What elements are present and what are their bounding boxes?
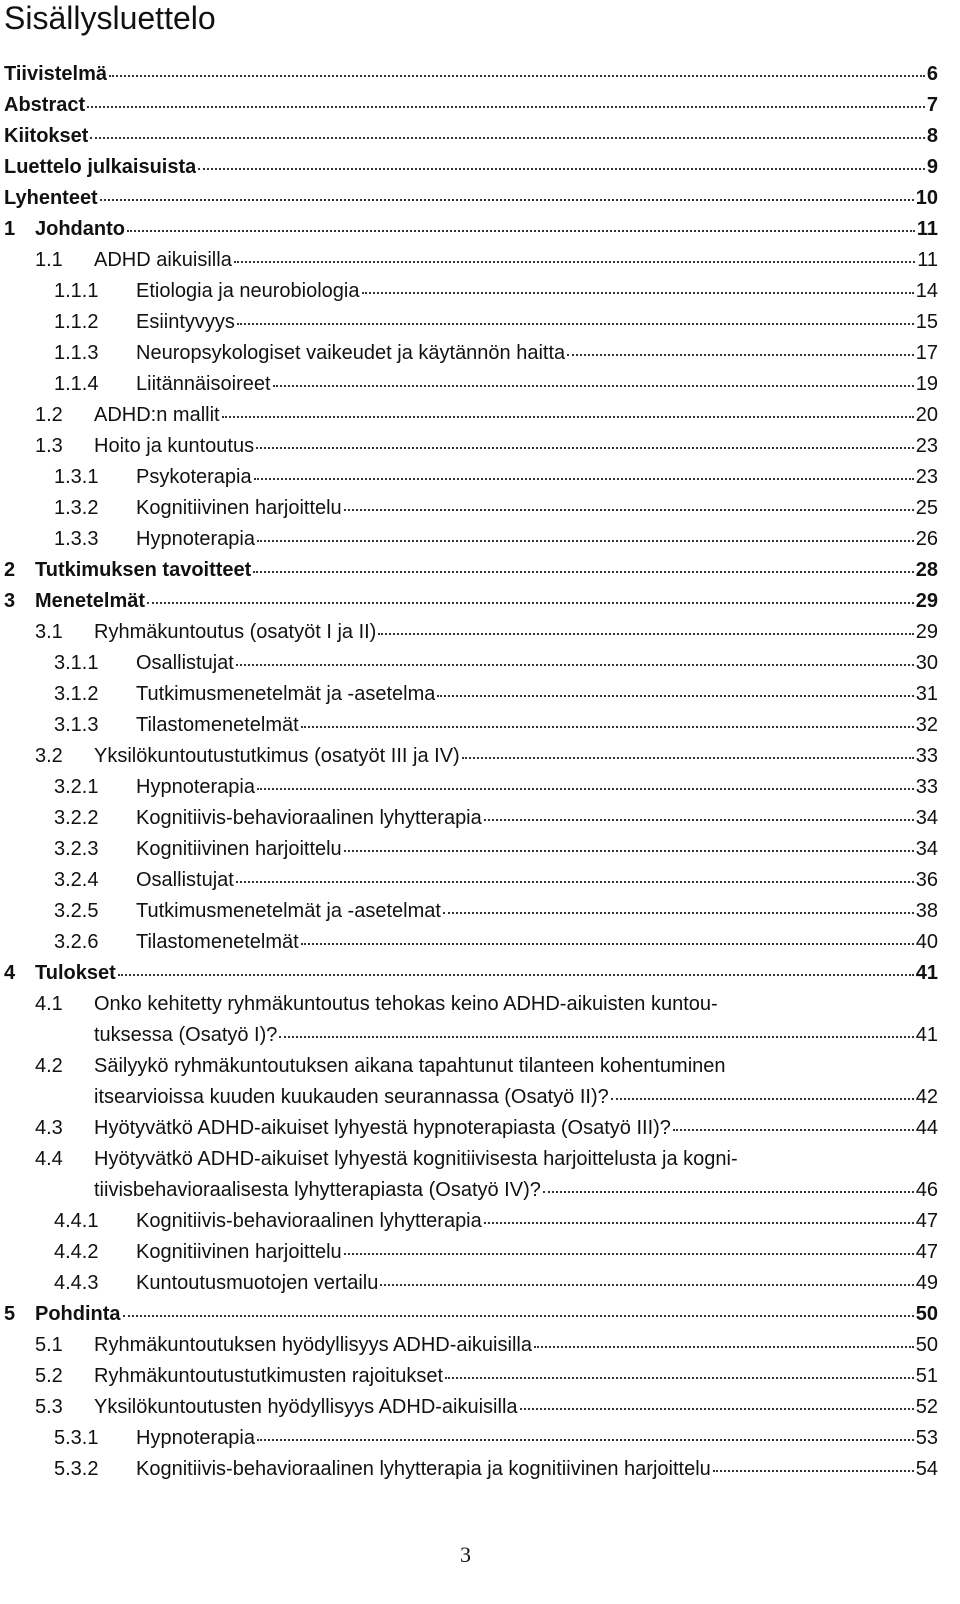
toc-entry-title: Kognitiivinen harjoittelu	[136, 497, 342, 519]
toc-entry[interactable]	[4, 617, 938, 648]
toc-entry-title: Luettelo julkaisuista	[4, 156, 197, 178]
toc-entry-page: 33	[915, 776, 938, 798]
dot-leader	[279, 1021, 913, 1041]
toc-entry-page: 41	[915, 1024, 938, 1046]
toc-entry-page: 23	[915, 435, 938, 457]
toc-entry-number: 1.3.3	[54, 528, 99, 550]
toc-entry-page: 34	[915, 807, 938, 829]
toc-entry-page: 11	[917, 249, 938, 271]
toc-entry-title: Tutkimusmenetelmät ja -asetelmat	[136, 900, 441, 922]
toc-entry-number: 3.2.3	[54, 838, 99, 860]
toc-entry-number: 3.2	[35, 745, 63, 767]
toc-entry-title: Etiologia ja neurobiologia	[136, 280, 360, 302]
toc-entry-number: 5.3.1	[54, 1427, 99, 1449]
toc-entry-page: 10	[915, 187, 938, 209]
toc-entry-page: 30	[915, 652, 938, 674]
dot-leader	[380, 1269, 913, 1289]
toc-entry-number: 1.3.2	[54, 497, 99, 519]
toc-entry[interactable]	[4, 1206, 938, 1237]
toc-entry-page: 23	[915, 466, 938, 488]
toc-entry-number: 1.2	[35, 404, 63, 426]
toc-entry-page: 34	[915, 838, 938, 860]
toc-entry-title: Psykoterapia	[136, 466, 252, 488]
toc-entry-title: Säilyykö ryhmäkuntoutuksen aikana tapahtunut tilanteen kohentuminen	[94, 1055, 726, 1077]
toc-entry[interactable]	[4, 214, 938, 245]
toc-entry-page: 42	[915, 1086, 938, 1108]
dot-leader	[147, 587, 914, 607]
dot-leader	[301, 711, 914, 731]
toc-entry-page: 8	[926, 125, 938, 147]
toc-entry[interactable]	[4, 772, 938, 803]
toc-entry-page: 33	[915, 745, 938, 767]
dot-leader	[443, 897, 914, 917]
toc-entry-page: 11	[916, 218, 938, 240]
toc-entry-page: 9	[926, 156, 938, 178]
toc-entry-number: 5.3.2	[54, 1458, 99, 1480]
toc-entry-number: 1	[4, 218, 16, 240]
toc-entry[interactable]	[4, 896, 938, 927]
toc-entry-page: 20	[915, 404, 938, 426]
toc-entry-number: 3.1.2	[54, 683, 99, 705]
toc-entry[interactable]	[4, 1330, 938, 1361]
toc-entry-page: 6	[926, 63, 938, 85]
toc-entry-number: 4.4.3	[54, 1272, 99, 1294]
toc-entry-title-continuation: tiivisbehavioraalisesta lyhytterapiasta (Osatyö IV)?	[94, 1179, 541, 1201]
toc-entry-page: 50	[915, 1303, 938, 1325]
toc-entry-title: Yksilökuntoutusten hyödyllisyys ADHD-aikuisilla	[94, 1396, 518, 1418]
toc-entry-page: 26	[915, 528, 938, 550]
dot-leader	[713, 1455, 914, 1475]
toc-entry-title: Tiivistelmä	[4, 63, 108, 85]
toc-entry-title: Hyötyvätkö ADHD-aikuiset lyhyestä hypnoterapiasta (Osatyö III)?	[94, 1117, 671, 1139]
dot-leader	[222, 401, 914, 421]
toc-entry-title: Lyhenteet	[4, 187, 98, 209]
toc-entry[interactable]	[4, 90, 938, 121]
dot-leader	[100, 184, 914, 204]
dot-leader	[673, 1114, 914, 1134]
toc-entry[interactable]	[4, 59, 938, 90]
toc-entry[interactable]	[4, 679, 938, 710]
dot-leader	[344, 835, 914, 855]
toc-entry[interactable]	[4, 1237, 938, 1268]
toc-entry-title: Tilastomenetelmät	[136, 714, 299, 736]
toc-entry-number: 3.1.1	[54, 652, 99, 674]
toc-entry-number: 3.2.1	[54, 776, 99, 798]
toc-entry[interactable]	[4, 648, 938, 679]
toc-entry-page: 49	[915, 1272, 938, 1294]
toc-entry-number: 1.3.1	[54, 466, 99, 488]
toc-entry-page: 17	[915, 342, 938, 364]
toc-entry-title: Kognitiivis-behavioraalinen lyhytterapia	[136, 807, 482, 829]
toc-entry[interactable]	[4, 1268, 938, 1299]
toc-entry-number: 5.2	[35, 1365, 63, 1387]
dot-leader	[234, 246, 915, 266]
dot-leader	[127, 215, 915, 235]
toc-entry-page: 29	[915, 621, 938, 643]
toc-entry-title-continuation: itsearvioissa kuuden kuukauden seurannassa (Osatyö II)?	[94, 1086, 609, 1108]
toc-entry-title: Yksilökuntoutustutkimus (osatyöt III ja IV)	[94, 745, 460, 767]
toc-entry-title: Ryhmäkuntoutus (osatyöt I ja II)	[94, 621, 377, 643]
toc-entry-number: 1.3	[35, 435, 63, 457]
toc-entry[interactable]	[4, 276, 938, 307]
toc-entry[interactable]	[4, 586, 938, 617]
toc-entry[interactable]	[4, 1051, 938, 1113]
dot-leader	[254, 463, 914, 483]
dot-leader	[362, 277, 914, 297]
dot-leader	[611, 1083, 914, 1103]
toc-entry-page: 36	[915, 869, 938, 891]
toc-entry[interactable]	[4, 710, 938, 741]
dot-leader	[520, 1393, 914, 1413]
toc-entry-title: Osallistujat	[136, 652, 234, 674]
toc-entry-title: Osallistujat	[136, 869, 234, 891]
toc-entry[interactable]	[4, 462, 938, 493]
toc-entry[interactable]	[4, 369, 938, 400]
dot-leader	[253, 556, 913, 576]
dot-leader	[445, 1362, 914, 1382]
toc-entry[interactable]	[4, 865, 938, 896]
toc-entry[interactable]	[4, 493, 938, 524]
toc-entry-title: Hypnoterapia	[136, 776, 255, 798]
toc-entry-title: Ryhmäkuntoutuksen hyödyllisyys ADHD-aikuisilla	[94, 1334, 532, 1356]
toc-entry[interactable]	[4, 1144, 938, 1206]
toc-entry-page: 25	[915, 497, 938, 519]
toc-entry-number: 4.2	[35, 1055, 63, 1077]
toc-entry-page: 44	[915, 1117, 938, 1139]
toc-entry-number: 3	[4, 590, 16, 612]
toc-entry-title: Neuropsykologiset vaikeudet ja käytännön haitta	[136, 342, 566, 364]
toc-entry-title: Kiitokset	[4, 125, 89, 147]
dot-leader	[236, 649, 914, 669]
toc-entry-number: 4.1	[35, 993, 63, 1015]
toc-entry-number: 2	[4, 559, 16, 581]
toc-entry-page: 54	[915, 1458, 938, 1480]
toc-entry[interactable]	[4, 1392, 938, 1423]
toc-entry[interactable]	[4, 307, 938, 338]
toc-entry[interactable]	[4, 1361, 938, 1392]
dot-leader	[344, 494, 914, 514]
toc-entry[interactable]	[4, 524, 938, 555]
dot-leader	[534, 1331, 914, 1351]
toc-entry-title: Hypnoterapia	[136, 528, 255, 550]
toc-entry-page: 15	[915, 311, 938, 333]
toc-entry-title: Hyötyvätkö ADHD-aikuiset lyhyestä kognitiivisesta harjoittelusta ja kogni-	[94, 1148, 738, 1170]
toc-entry-number: 3.1	[35, 621, 63, 643]
toc-entry-page: 38	[915, 900, 938, 922]
dot-leader	[378, 618, 913, 638]
toc-entry-number: 4.4.1	[54, 1210, 99, 1232]
toc-entry-title: ADHD:n mallit	[94, 404, 220, 426]
table-of-contents	[4, 59, 938, 1485]
dot-leader	[257, 525, 914, 545]
toc-entry[interactable]	[4, 834, 938, 865]
toc-entry[interactable]	[4, 555, 938, 586]
toc-entry[interactable]	[4, 245, 938, 276]
toc-entry-number: 1.1	[35, 249, 63, 271]
toc-entry[interactable]	[4, 1454, 938, 1485]
toc-entry-title: Hoito ja kuntoutus	[94, 435, 255, 457]
toc-entry-title: Esiintyvyys	[136, 311, 235, 333]
toc-entry-title: Pohdinta	[35, 1303, 121, 1325]
toc-entry-page: 51	[915, 1365, 938, 1387]
toc-entry[interactable]	[4, 958, 938, 989]
toc-entry-number: 1.1.2	[54, 311, 99, 333]
dot-leader	[118, 959, 914, 979]
toc-entry[interactable]	[4, 338, 938, 369]
page-title: Sisällysluettelo	[4, 0, 216, 36]
toc-entry-title: Tulokset	[35, 962, 116, 984]
toc-entry-number: 3.1.3	[54, 714, 99, 736]
toc-entry-title: Liitännäisoireet	[136, 373, 271, 395]
dot-leader	[484, 804, 914, 824]
toc-entry-number: 4	[4, 962, 16, 984]
toc-entry-title: Kognitiivis-behavioraalinen lyhytterapia	[136, 1210, 482, 1232]
dot-leader	[198, 153, 925, 173]
dot-leader	[123, 1300, 914, 1320]
toc-entry-number: 3.2.4	[54, 869, 99, 891]
toc-entry[interactable]	[4, 431, 938, 462]
toc-entry-page: 46	[915, 1179, 938, 1201]
toc-entry-page: 14	[915, 280, 938, 302]
toc-entry-page: 31	[915, 683, 938, 705]
dot-leader	[273, 370, 914, 390]
toc-entry[interactable]	[4, 1299, 938, 1330]
toc-entry-page: 7	[926, 94, 938, 116]
toc-entry-page: 50	[915, 1334, 938, 1356]
toc-entry-page: 29	[915, 590, 938, 612]
toc-entry-page: 47	[915, 1210, 938, 1232]
toc-entry[interactable]	[4, 400, 938, 431]
toc-entry[interactable]	[4, 1423, 938, 1454]
toc-entry-number: 3.2.2	[54, 807, 99, 829]
page-number: 3	[460, 1542, 471, 1567]
toc-entry-number: 5	[4, 1303, 16, 1325]
toc-entry-title: Abstract	[4, 94, 86, 116]
toc-entry-title: Tutkimuksen tavoitteet	[35, 559, 252, 581]
dot-leader	[567, 339, 914, 359]
toc-entry-page: 53	[915, 1427, 938, 1449]
toc-entry-number: 1.1.3	[54, 342, 99, 364]
dot-leader	[437, 680, 913, 700]
dot-leader	[484, 1207, 914, 1227]
toc-entry[interactable]	[4, 183, 938, 214]
toc-entry-title: Tilastomenetelmät	[136, 931, 299, 953]
toc-entry-page: 32	[915, 714, 938, 736]
toc-entry-number: 1.1.4	[54, 373, 99, 395]
toc-entry-title-continuation: tuksessa (Osatyö I)?	[94, 1024, 278, 1046]
toc-entry-title: Hypnoterapia	[136, 1427, 255, 1449]
toc-entry-number: 4.4	[35, 1148, 63, 1170]
toc-entry-page: 41	[915, 962, 938, 984]
toc-entry-title: Kognitiivis-behavioraalinen lyhytterapia ja kognitiivinen harjoittelu	[136, 1458, 711, 1480]
dot-leader	[257, 773, 914, 793]
toc-entry-number: 5.1	[35, 1334, 63, 1356]
toc-entry-title: Menetelmät	[35, 590, 146, 612]
dot-leader	[257, 1424, 914, 1444]
toc-entry[interactable]	[4, 927, 938, 958]
toc-entry[interactable]	[4, 121, 938, 152]
dot-leader	[90, 122, 924, 142]
dot-leader	[236, 866, 914, 886]
dot-leader	[109, 60, 925, 80]
toc-entry-title: Johdanto	[35, 218, 125, 240]
toc-entry-page: 19	[915, 373, 938, 395]
toc-entry-title: Kuntoutusmuotojen vertailu	[136, 1272, 379, 1294]
toc-entry[interactable]	[4, 803, 938, 834]
dot-leader	[301, 928, 914, 948]
toc-entry-title: Tutkimusmenetelmät ja -asetelma	[136, 683, 436, 705]
toc-entry-page: 52	[915, 1396, 938, 1418]
toc-entry-page: 40	[915, 931, 938, 953]
dot-leader	[256, 432, 914, 452]
toc-entry[interactable]	[4, 1113, 938, 1144]
toc-entry[interactable]	[4, 152, 938, 183]
toc-entry-number: 4.4.2	[54, 1241, 99, 1263]
dot-leader	[344, 1238, 914, 1258]
toc-entry-number: 1.1.1	[54, 280, 99, 302]
toc-entry-page: 47	[915, 1241, 938, 1263]
dot-leader	[543, 1176, 914, 1196]
dot-leader	[87, 91, 925, 111]
toc-entry-number: 4.3	[35, 1117, 63, 1139]
toc-entry[interactable]	[4, 741, 938, 772]
toc-entry-title: ADHD aikuisilla	[94, 249, 232, 271]
toc-entry[interactable]	[4, 989, 938, 1051]
dot-leader	[237, 308, 914, 328]
dot-leader	[462, 742, 914, 762]
toc-entry-page: 28	[915, 559, 938, 581]
toc-entry-title: Onko kehitetty ryhmäkuntoutus tehokas keino ADHD-aikuisten kuntou-	[94, 993, 718, 1015]
toc-entry-title: Ryhmäkuntoutustutkimusten rajoitukset	[94, 1365, 444, 1387]
toc-entry-title: Kognitiivinen harjoittelu	[136, 838, 342, 860]
toc-entry-title: Kognitiivinen harjoittelu	[136, 1241, 342, 1263]
toc-entry-number: 5.3	[35, 1396, 63, 1418]
toc-entry-number: 3.2.5	[54, 900, 99, 922]
toc-entry-number: 3.2.6	[54, 931, 99, 953]
